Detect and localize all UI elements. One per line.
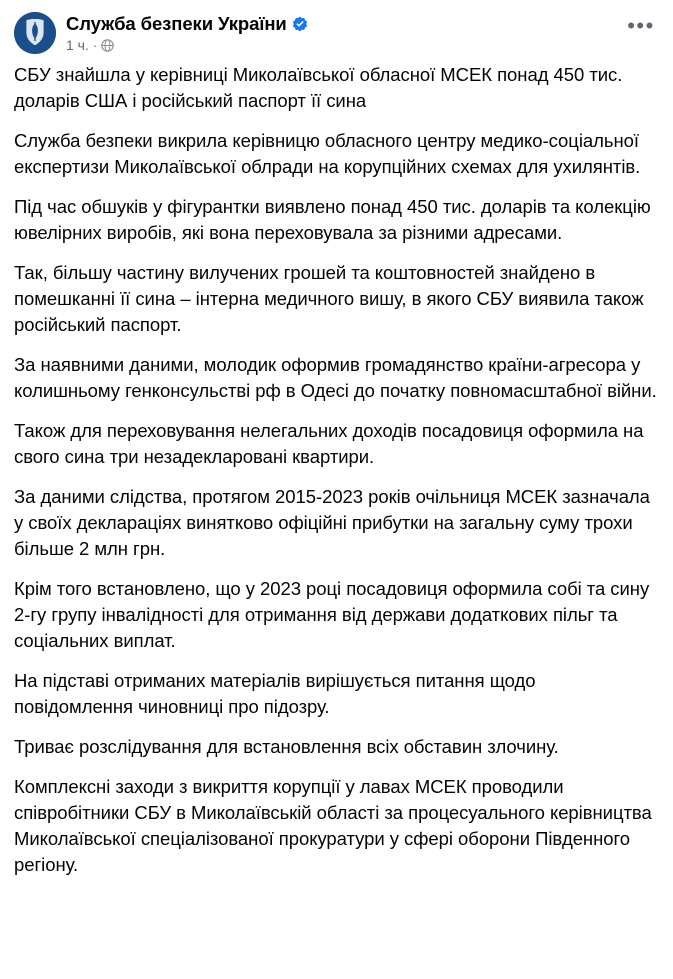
post-paragraph: За даними слідства, протягом 2015-2023 років очільниця МСЕК зазначала у своїх деклараціях винятково офіційні прибутки на загальну суму трохи більше 2 млн грн. (14, 486, 650, 559)
page-name[interactable]: Служба безпеки України (66, 13, 287, 34)
post-meta (66, 37, 623, 53)
post-header (0, 0, 673, 60)
post-paragraph: Також для переховування нелегальних доходів посадовиця оформила на свого сина три незадекларовані квартири. (14, 420, 644, 467)
post-paragraph: Під час обшуків у фігурантки виявлено понад 450 тис. доларів та колекцію ювелірних виробів, які вона переховувала за різними адресами. (14, 196, 651, 243)
post-paragraph: На підставі отриманих матеріалів вирішується питання щодо повідомлення чиновниці про підозру. (14, 670, 536, 717)
post-paragraph: Триває розслідування для встановлення всіх обставин злочину. (14, 736, 559, 757)
post-paragraph: СБУ знайшла у керівниці Миколаївської обласної МСЕК понад 450 тис. доларів США і російський паспорт її сина (14, 64, 623, 111)
post-paragraph: Крім того встановлено, що у 2023 році посадовиця оформила собі та сину 2-гу групу інвалідності для отримання від держави додаткових пільг та соціальних виплат. (14, 578, 650, 651)
author-row (66, 13, 623, 35)
post-paragraph: Так, більшу частину вилучених грошей та коштовностей знайдено в помешканні її сина – інтерна медичного вишу, в якого СБУ виявила також російський паспорт. (14, 262, 644, 335)
globe-icon (101, 39, 114, 52)
more-options-button[interactable]: ••• (623, 12, 659, 48)
post-body (0, 60, 673, 878)
meta-separator: · (92, 37, 98, 53)
post-header-text (66, 12, 623, 53)
post-paragraph: Служба безпеки викрила керівницю обласного центру медико-соціальної експертизи Миколаївської облради на корупційних схемах для ухилянтів. (14, 130, 641, 177)
post-timestamp[interactable]: 1 ч. (66, 37, 89, 53)
sbu-emblem-avatar[interactable] (14, 12, 56, 54)
post-paragraph: Комплексні заходи з викриття корупції у лавах МСЕК проводили співробітники СБУ в Миколаївській області за процесуального керівництва Миколаївської спеціалізованої прокуратури у сфері оборони Південного регіону. (14, 776, 652, 875)
post-paragraph: За наявними даними, молодик оформив громадянство країни-агресора у колишньому генконсульстві рф в Одесі до початку повномасштабної війни. (14, 354, 657, 401)
verified-badge-icon (292, 16, 308, 32)
